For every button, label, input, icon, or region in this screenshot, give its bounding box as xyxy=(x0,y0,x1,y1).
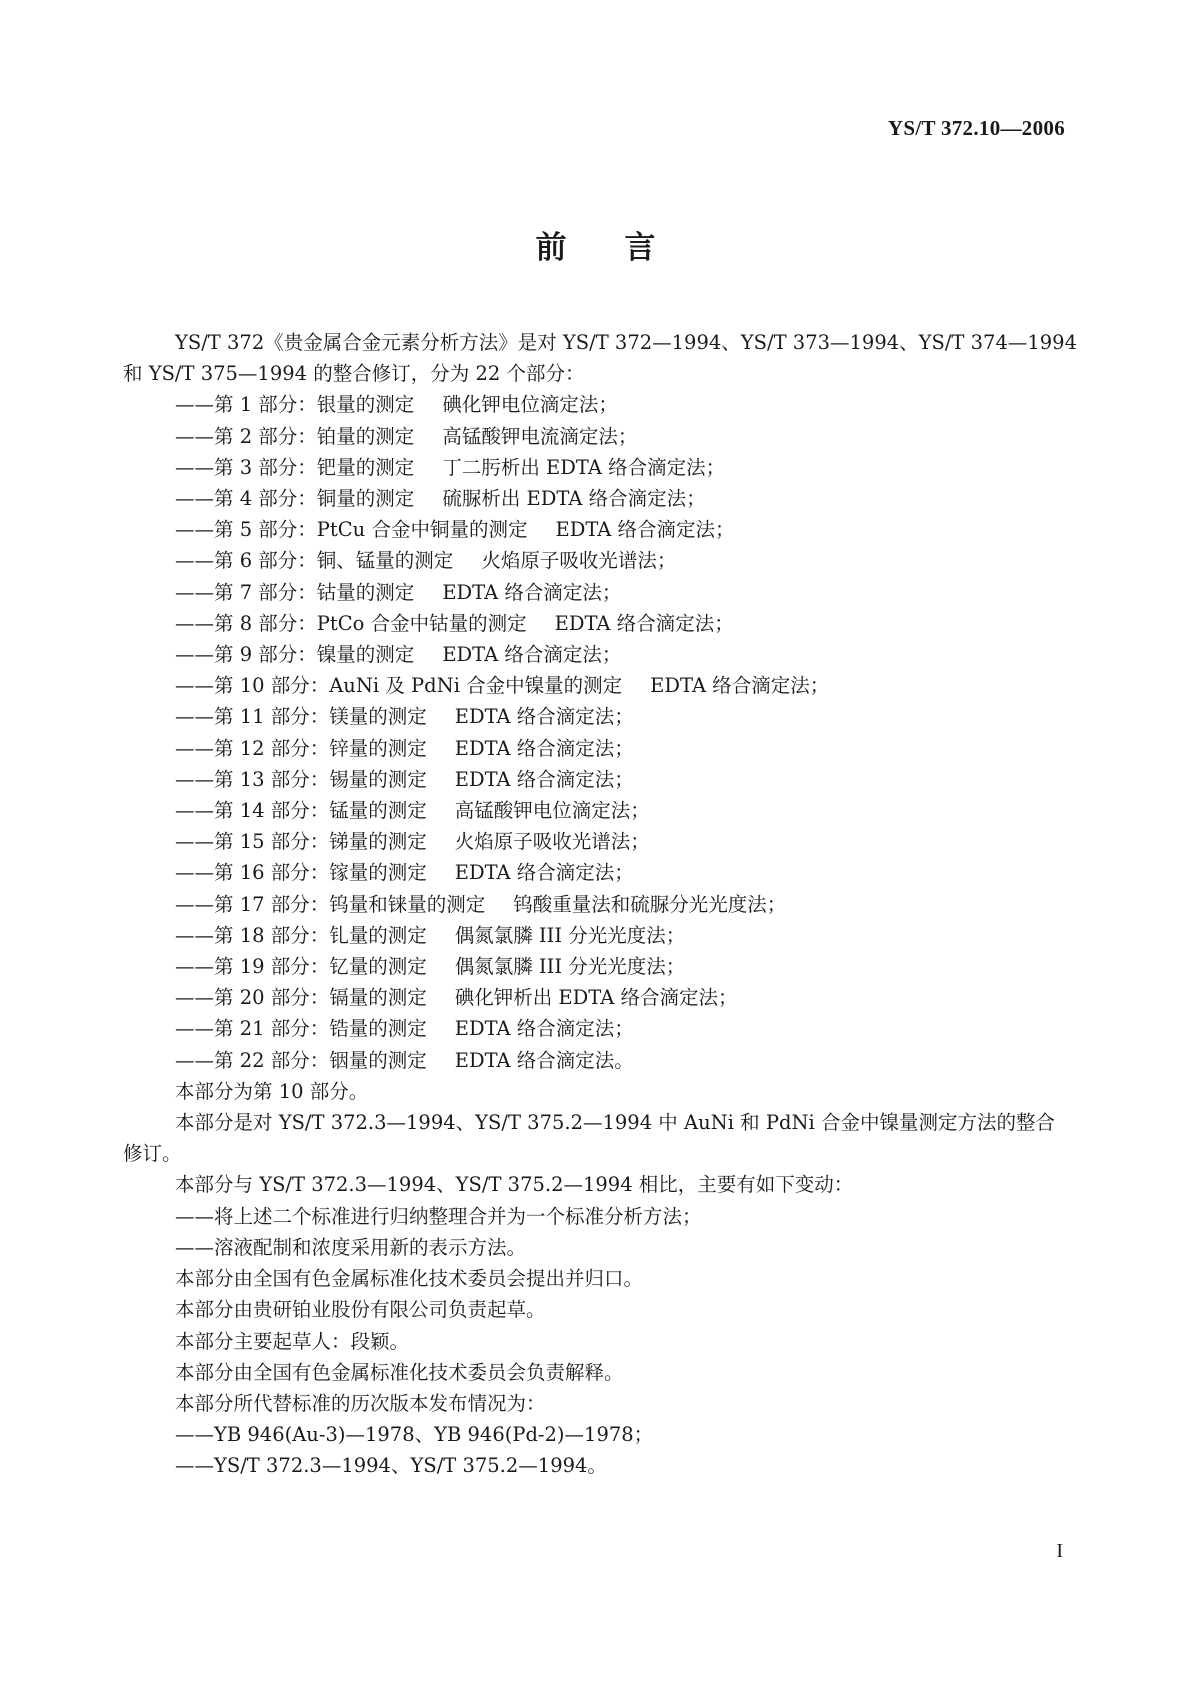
paragraph-scope: 本部分是对 YS/T 372.3—1994、YS/T 375.2—1994 中 AuNi 和 PdNi 合金中镍量测定方法的整合修订。 xyxy=(123,1111,1055,1166)
part-method: EDTA 络合滴定法。 xyxy=(454,1048,634,1072)
part-prefix: ——第 21 部分：锆量的测定 xyxy=(175,1017,427,1041)
part-method: 硫脲析出 EDTA 络合滴定法； xyxy=(442,487,706,511)
part-prefix: ——第 22 部分：铟量的测定 xyxy=(175,1048,427,1072)
part-prefix: ——第 17 部分：钨量和铼量的测定 xyxy=(175,892,486,916)
change-item-1: ——将上述二个标准进行归纳整理合并为一个标准分析方法； xyxy=(175,1204,702,1228)
part-method: EDTA 络合滴定法； xyxy=(454,767,634,791)
paragraph-interpretation: 本部分由全国有色金属标准化技术委员会负责解释。 xyxy=(175,1360,624,1384)
part-prefix: ——第 14 部分：锰量的测定 xyxy=(175,799,427,823)
list-item xyxy=(123,826,1064,857)
part-prefix: ——第 3 部分：钯量的测定 xyxy=(175,455,415,479)
list-item xyxy=(123,421,1064,452)
part-prefix: ——第 16 部分：镓量的测定 xyxy=(175,861,427,885)
standard-code: YS/T 372.10—2006 xyxy=(887,116,1065,140)
paragraph-history: 本部分所代替标准的历次版本发布情况为： xyxy=(175,1391,546,1415)
page-title: 前言 xyxy=(535,230,714,266)
document-body xyxy=(123,327,1077,1482)
list-item xyxy=(123,920,1064,951)
part-prefix: ——第 2 部分：铂量的测定 xyxy=(175,424,415,448)
part-prefix: ——第 12 部分：锌量的测定 xyxy=(175,736,427,760)
change-item-2: ——溶液配制和浓度采用新的表示方法。 xyxy=(175,1235,527,1259)
parts-list xyxy=(123,389,1064,1075)
part-method: EDTA 络合滴定法； xyxy=(454,1017,634,1041)
part-method: 高锰酸钾电位滴定法； xyxy=(454,799,650,823)
part-prefix: ——第 20 部分：镉量的测定 xyxy=(175,986,427,1010)
list-item xyxy=(123,733,1064,764)
page-number: I xyxy=(1056,1540,1063,1562)
part-method: EDTA 络合滴定法； xyxy=(650,674,830,698)
list-item xyxy=(123,1045,1064,1076)
part-prefix: ——第 6 部分：铜、锰量的测定 xyxy=(175,549,454,573)
part-method: 偶氮氯膦 III 分光光度法； xyxy=(454,923,686,947)
list-item xyxy=(123,389,1064,420)
list-item xyxy=(123,545,1064,576)
list-item xyxy=(123,889,1064,920)
part-method: EDTA 络合滴定法； xyxy=(454,861,634,885)
part-method: 丁二肟析出 EDTA 络合滴定法； xyxy=(442,455,726,479)
list-item xyxy=(123,483,1064,514)
list-item xyxy=(123,795,1064,826)
history-item-1: ——YB 946(Au-3)—1978、YB 946(Pd-2)—1978； xyxy=(175,1423,654,1447)
part-prefix: ——第 19 部分：钇量的测定 xyxy=(175,955,427,979)
part-method: 钨酸重量法和硫脲分光光度法； xyxy=(513,892,787,916)
part-method: 高锰酸钾电流滴定法； xyxy=(442,424,638,448)
part-method: EDTA 络合滴定法； xyxy=(555,518,735,542)
part-prefix: ——第 8 部分：PtCo 合金中钴量的测定 xyxy=(175,611,527,635)
part-prefix: ——第 10 部分：AuNi 及 PdNi 合金中镍量的测定 xyxy=(175,674,623,698)
part-prefix: ——第 7 部分：钴量的测定 xyxy=(175,580,415,604)
list-item xyxy=(123,608,1064,639)
list-item xyxy=(123,982,1064,1013)
list-item xyxy=(123,951,1064,982)
list-item xyxy=(123,857,1064,888)
list-item xyxy=(123,764,1064,795)
part-prefix: ——第 5 部分：PtCu 合金中铜量的测定 xyxy=(175,518,528,542)
intro-line-2: 和 YS/T 375—1994 的整合修订，分为 22 个部分： xyxy=(123,362,585,386)
part-prefix: ——第 15 部分：锑量的测定 xyxy=(175,830,427,854)
part-prefix: ——第 11 部分：镁量的测定 xyxy=(175,705,427,729)
part-method: 碘化钾析出 EDTA 络合滴定法； xyxy=(454,986,738,1010)
part-prefix: ——第 1 部分：银量的测定 xyxy=(175,393,415,417)
paragraph-part-number: 本部分为第 10 部分。 xyxy=(175,1079,369,1103)
part-method: EDTA 络合滴定法； xyxy=(454,705,634,729)
part-method: EDTA 络合滴定法； xyxy=(454,736,634,760)
part-method: 偶氮氯膦 III 分光光度法； xyxy=(454,955,686,979)
part-method: 碘化钾电位滴定法； xyxy=(442,393,618,417)
part-prefix: ——第 13 部分：锡量的测定 xyxy=(175,767,427,791)
list-item xyxy=(123,452,1064,483)
part-method: EDTA 络合滴定法； xyxy=(554,611,734,635)
part-method: 火焰原子吸收光谱法； xyxy=(454,830,650,854)
part-prefix: ——第 9 部分：镍量的测定 xyxy=(175,643,415,667)
part-method: EDTA 络合滴定法； xyxy=(442,580,622,604)
paragraph-changes: 本部分与 YS/T 372.3—1994、YS/T 375.2—1994 相比，主要有如下变动： xyxy=(175,1173,854,1197)
part-prefix: ——第 18 部分：钆量的测定 xyxy=(175,923,427,947)
list-item xyxy=(123,670,1064,701)
paragraph-proposer: 本部分由全国有色金属标准化技术委员会提出并归口。 xyxy=(175,1267,644,1291)
part-method: EDTA 络合滴定法； xyxy=(442,643,622,667)
paragraph-drafters: 本部分主要起草人：段颖。 xyxy=(175,1329,410,1353)
list-item xyxy=(123,1013,1064,1044)
history-item-2: ——YS/T 372.3—1994、YS/T 375.2—1994。 xyxy=(175,1454,607,1478)
list-item xyxy=(123,577,1064,608)
list-item xyxy=(123,701,1064,732)
intro-line-1: YS/T 372《贵金属合金元素分析方法》是对 YS/T 372—1994、YS/T 373—1994、YS/T 374—1994 xyxy=(175,331,1077,354)
list-item xyxy=(123,514,1064,545)
paragraph-drafting-org: 本部分由贵研铂业股份有限公司负责起草。 xyxy=(175,1298,546,1322)
part-prefix: ——第 4 部分：铜量的测定 xyxy=(175,487,415,511)
list-item xyxy=(123,639,1064,670)
part-method: 火焰原子吸收光谱法； xyxy=(481,549,677,573)
